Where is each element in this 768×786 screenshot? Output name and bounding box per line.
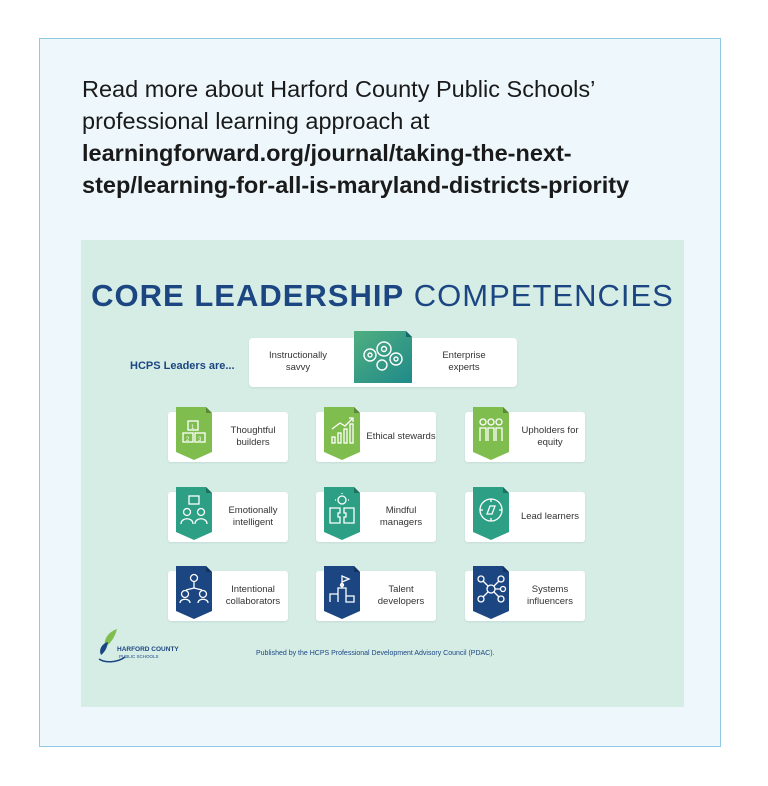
podium-flag-icon: [324, 566, 360, 619]
competency-label: Lead learners: [520, 511, 580, 522]
competency-card: [465, 571, 585, 621]
competency-label: Intentional collaborators: [225, 584, 281, 607]
published-note: Published by the HCPS Professional Development Advisory Council (PDAC).: [256, 650, 495, 657]
network-nodes-icon: [473, 566, 509, 619]
competency-label: Upholders for equity: [521, 425, 579, 448]
top-left-label: Instructionally savvy: [268, 350, 328, 373]
competency-card: [316, 412, 436, 462]
leaders-label: HCPS Leaders are...: [130, 360, 235, 372]
svg-text:2: 2: [186, 437, 190, 443]
competency-card: [168, 571, 288, 621]
competency-card: [168, 412, 288, 462]
gears-icon: [354, 331, 412, 383]
competency-label: Mindful managers: [379, 505, 423, 528]
growth-chart-icon: [324, 407, 360, 460]
hcps-logo: [95, 625, 185, 665]
team-network-icon: [176, 566, 212, 619]
puzzle-idea-icon: [324, 487, 360, 540]
svg-text:1: 1: [191, 425, 195, 431]
competencies-infographic: [81, 240, 684, 707]
competency-card: [168, 492, 288, 542]
competency-card: [465, 492, 585, 542]
svg-text:3: 3: [198, 437, 202, 443]
logo-line1: HARFORD COUNTY: [117, 646, 179, 653]
number-blocks-icon: [176, 407, 212, 460]
competency-label: Talent developers: [377, 584, 425, 607]
intro-lead: Read more about Harford County Public Schools’ professional learning approach at: [82, 76, 595, 134]
top-right-label: Enterprise experts: [442, 350, 486, 373]
conversation-people-icon: [176, 487, 212, 540]
intro-text: [82, 73, 692, 201]
compass-icon: [473, 487, 509, 540]
article-link[interactable]: learningforward.org/journal/taking-the-next-step/learning-for-all-is-maryland-districts-priority: [82, 140, 630, 198]
title-light: COMPETENCIES: [413, 278, 674, 313]
competency-label: Ethical stewards: [366, 431, 436, 442]
competency-card: [465, 412, 585, 462]
competency-label: Emotionally intelligent: [228, 505, 278, 528]
logo-line2: PUBLIC SCHOOLS: [119, 654, 159, 659]
article-frame: [39, 38, 721, 747]
competency-label: Thoughtful builders: [230, 425, 276, 448]
competency-card: [316, 571, 436, 621]
competency-card: [316, 492, 436, 542]
competency-label: Systems influencers: [527, 584, 573, 607]
infographic-title: [81, 278, 684, 314]
title-bold: CORE LEADERSHIP: [91, 278, 405, 313]
people-equity-icon: [473, 407, 509, 460]
